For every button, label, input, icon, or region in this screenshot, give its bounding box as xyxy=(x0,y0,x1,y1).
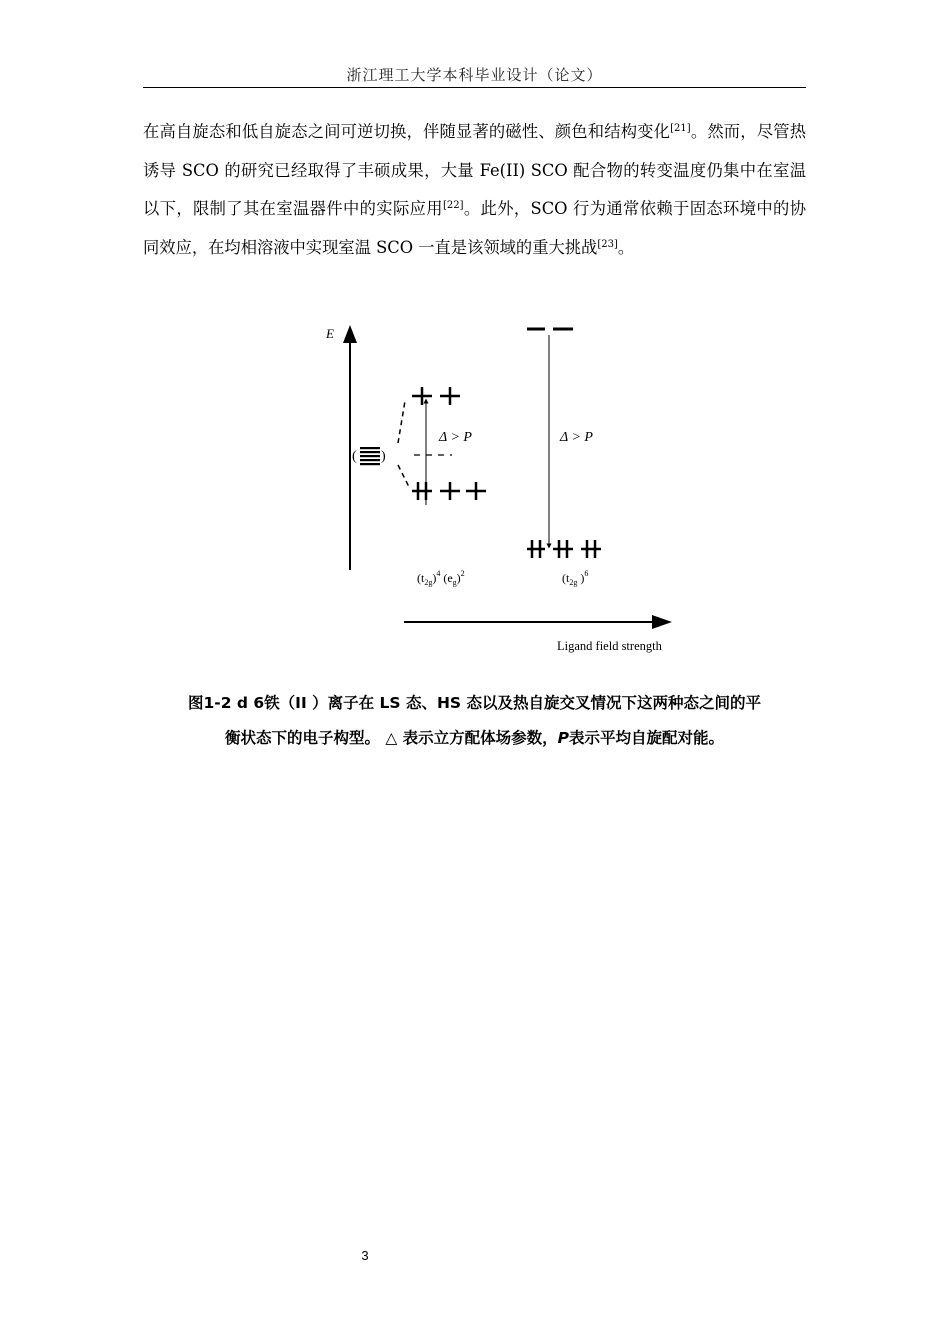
energy-axis-label: E xyxy=(326,326,334,341)
hs-t2g-orbitals xyxy=(412,482,486,500)
citation-ref: [22] xyxy=(442,200,464,211)
ligand-field-axis-arrowhead xyxy=(652,615,672,629)
caption-line-2 xyxy=(143,721,806,756)
ls-delta-label: Δ > P xyxy=(560,430,593,445)
degenerate-d-orbitals xyxy=(360,447,380,465)
ligand-field-axis-label: Ligand field strength xyxy=(557,639,662,653)
ion-bracket-left: ( xyxy=(352,449,357,464)
ls-t2g-orbitals xyxy=(527,540,601,558)
caption-symbol-p: P xyxy=(557,729,570,747)
energy-axis-arrowhead xyxy=(343,325,357,343)
citation-ref: [23] xyxy=(597,238,618,250)
paragraph-text: 。 xyxy=(617,237,635,257)
page-header: 浙江理工大学本科毕业设计（论文） xyxy=(346,66,603,84)
page-number: 3 xyxy=(361,1248,369,1263)
ion-bracket-right: ) xyxy=(381,449,386,464)
header-rule xyxy=(143,87,806,88)
caption-text: 表示平均自旋配对能。 xyxy=(569,729,725,747)
ls-configuration-label: ($t_{2g}$ )$^6$ xyxy=(562,569,589,587)
figure-caption xyxy=(143,686,806,756)
citation-ref: [21] xyxy=(670,123,691,134)
paragraph-text: 。然而，尽管热诱导 SCO 的研究已经取得了丰硕成果，大量 Fe(II) SCO 配合物的转变温度仍集中在室温以下，限制了其在室温器件中的实际应用 xyxy=(143,122,806,218)
hs-configuration-label: $(t_{2g})^4$ $(e_g)^2$ xyxy=(417,569,465,587)
hs-delta-label: Δ > P xyxy=(439,430,472,445)
paragraph-text: 。此外，SCO 行为通常依赖于固态环境中的协同效应，在均相溶液中实现室温 SCO 一直是该领域的重大挑战 xyxy=(143,199,806,257)
paragraph-text: 在高自旋态和低自旋态之间可逆切换，伴随显著的磁性、颜色和结构变化 xyxy=(143,122,671,141)
caption-text: 衡状态下的电子构型。 △ 表示立方配体场参数， xyxy=(224,729,558,747)
body-paragraph xyxy=(143,113,806,267)
caption-line-1: 图1-2 d 6铁（II ）离子在 LS 态、HS 态以及热自旋交叉情况下这两种态之间的平 xyxy=(188,694,761,712)
energy-level-diagram xyxy=(300,315,700,665)
splitting-line-lower xyxy=(398,465,410,489)
hs-eg-orbitals xyxy=(412,387,460,405)
splitting-line-upper xyxy=(398,401,405,443)
